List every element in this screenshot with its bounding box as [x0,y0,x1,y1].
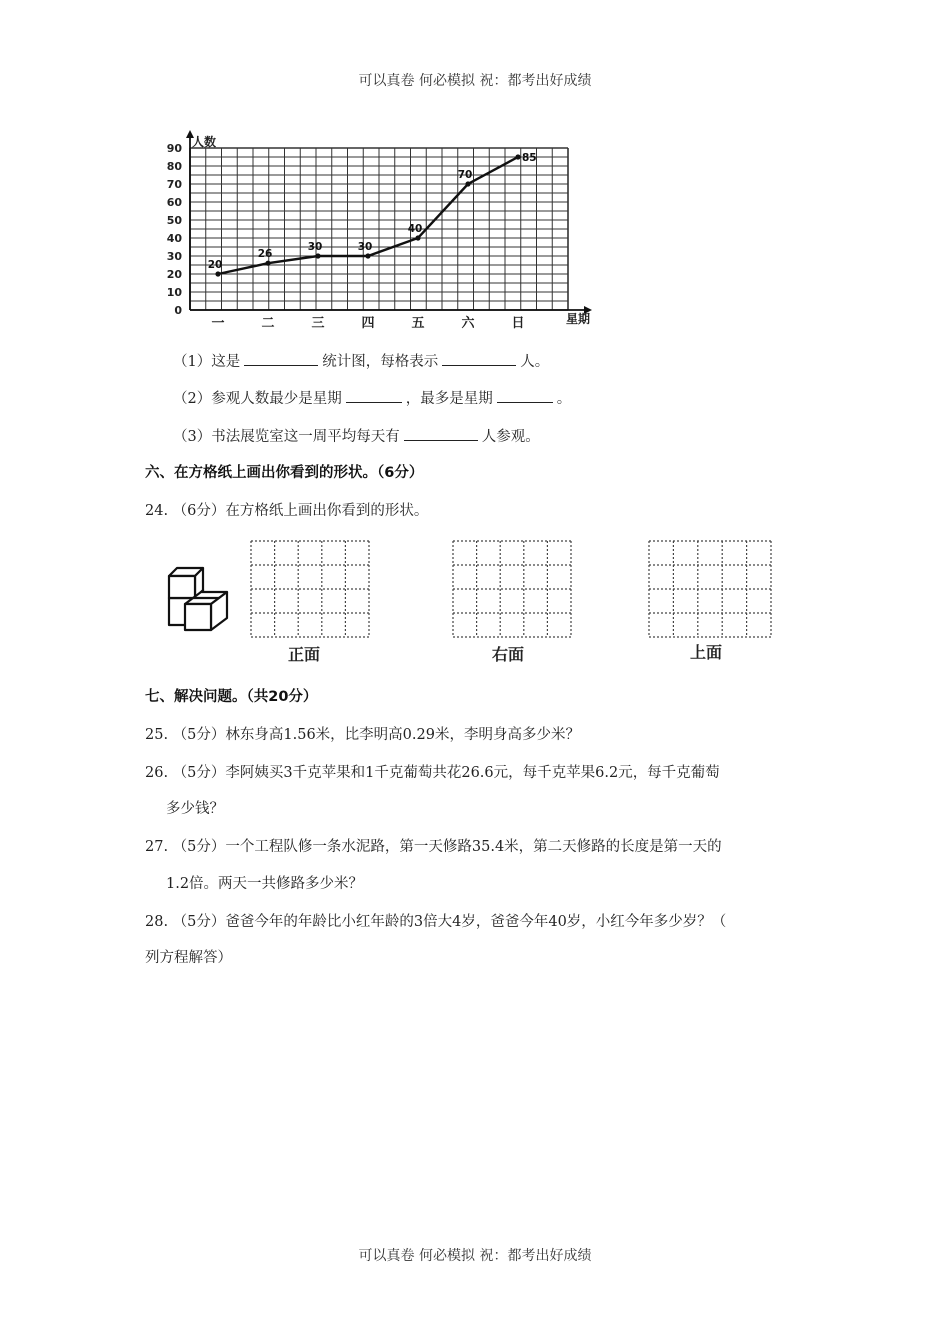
y-tick-labels [167,142,183,317]
grid-top[interactable] [648,540,772,638]
data-point [415,235,420,240]
label-right-view: 右面 [492,645,525,664]
data-label: 30 [307,241,323,253]
q23-p2-text-c: 。 [556,391,572,407]
q23-p1-text-a: （1）这是 [173,354,241,370]
question-27-line2: 1.2倍。两天一共修路多少米？ [166,876,364,892]
data-label: 70 [457,169,473,181]
grid-right[interactable] [452,540,572,638]
page-footer: 可以真卷 何必模拟 祝：都考出好成绩 [358,1248,592,1264]
q23-p2-text-a: （2）参观人数最少是星期 [173,391,342,407]
data-point [365,253,370,258]
question-24: 24. （6分）在方格纸上画出你看到的形状。 [145,503,429,519]
data-point [315,253,320,258]
answer-blank-3[interactable] [346,388,402,403]
data-label: 40 [407,223,423,235]
x-axis-label: 星期 [566,312,591,326]
question-28-line2: 列方程解答） [145,950,232,966]
q23-p1-text-c: 人。 [520,354,550,370]
question-26-line2: 多少钱？ [166,801,224,817]
question-25: 25. （5分）林东身高1.56米，比李明高0.29米，李明身高多少米？ [145,727,580,743]
question-26-line1: 26. （5分）李阿姨买3千克苹果和1千克葡萄共花26.6元，每千克苹果6.2元，每千克葡萄 [145,765,720,781]
y-tick-label: 90 [166,142,182,155]
y-tick-label: 70 [166,178,182,191]
data-point [265,261,270,266]
q23-p1-text-b: 统计图，每格表示 [322,354,439,370]
label-front-view: 正面 [288,645,321,664]
q23-p3-text-a: （3）书法展览室这一周平均每天有 [173,429,400,445]
x-tick-label: 六 [461,316,475,331]
q23-part1 [173,350,549,371]
answer-blank-5[interactable] [404,426,478,441]
x-tick-label: 二 [261,316,275,331]
answer-blank-1[interactable] [244,351,318,366]
y-tick-label: 0 [174,304,182,317]
data-point [465,181,470,186]
data-point [215,271,220,276]
x-tick-label: 一 [211,316,225,331]
data-point [515,154,520,159]
q23-p2-text-b: ，最多是星期 [405,391,493,407]
line-chart [160,128,600,333]
grid-front[interactable] [250,540,370,638]
y-tick-label: 10 [166,286,182,299]
y-tick-label: 30 [166,250,182,263]
cube-figure [165,562,235,634]
y-tick-label: 80 [166,160,182,173]
y-tick-label: 40 [166,232,182,245]
data-label: 26 [257,248,273,261]
question-27-line1: 27. （5分）一个工程队修一条水泥路，第一天修路35.4米，第二天修路的长度是第一天的 [145,839,722,855]
y-tick-label: 60 [166,196,182,209]
data-label: 20 [207,259,223,271]
answer-blank-4[interactable] [497,388,553,403]
data-label: 85 [522,152,537,164]
page-header: 可以真卷 何必模拟 祝：都考出好成绩 [358,73,592,89]
answer-blank-2[interactable] [442,351,516,366]
x-tick-label: 日 [511,316,525,331]
label-top-view: 上面 [690,643,723,662]
section-6-title: 六、在方格纸上画出你看到的形状。（6分） [145,465,424,481]
x-tick-label: 五 [411,316,425,331]
q23-part3 [173,425,540,446]
y-axis-label: 人数 [192,135,217,149]
data-label: 30 [357,241,373,253]
q23-part2 [173,387,571,408]
y-tick-label: 50 [166,214,182,227]
section-7-title: 七、解决问题。（共20分） [145,689,318,705]
x-tick-label: 三 [311,316,325,331]
x-tick-labels [211,315,524,331]
x-tick-label: 四 [361,316,375,331]
question-28-line1: 28. （5分）爸爸今年的年龄比小红年龄的3倍大4岁，爸爸今年40岁，小红今年多少岁？（ [145,914,727,930]
q23-p3-text-b: 人参观。 [481,429,540,445]
y-tick-label: 20 [166,268,182,281]
